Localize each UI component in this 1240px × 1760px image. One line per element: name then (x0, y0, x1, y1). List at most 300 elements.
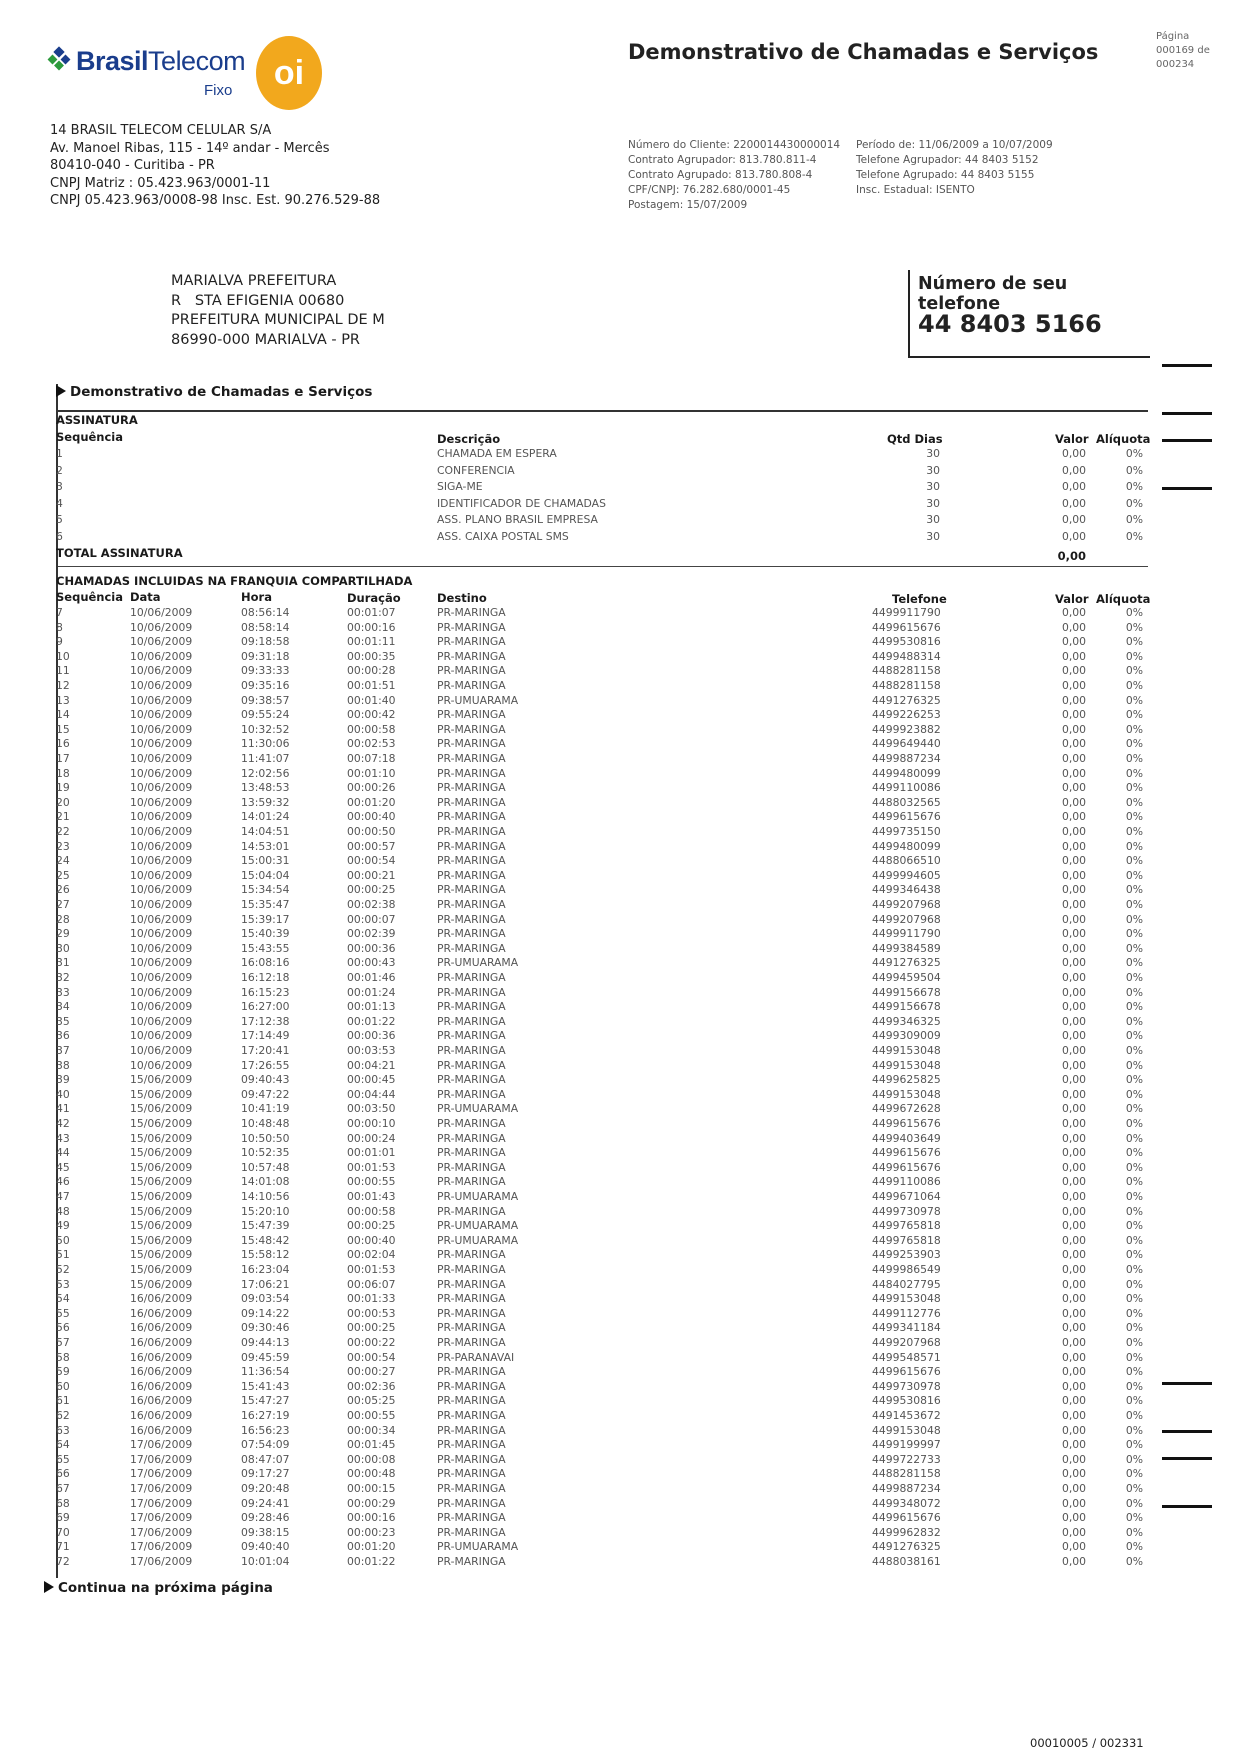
call-value: 0,00 (1061, 1146, 1086, 1160)
call-value: 0,00 (1061, 766, 1086, 780)
call-destination: PR-MARINGA (437, 1321, 506, 1335)
chamadas-header-seq: Sequência (56, 590, 124, 604)
call-time: 09:35:16 (241, 679, 290, 692)
call-destination: PR-MARINGA (437, 1044, 506, 1057)
call-value: 0,00 (1061, 1029, 1086, 1043)
call-date: 15/06/2009 (130, 1175, 193, 1189)
call-rate: 0% (1125, 1029, 1143, 1043)
call-phone: 4499480099 (872, 766, 941, 780)
call-destination: PR-MARINGA (437, 825, 506, 838)
call-rate: 0% (1125, 1233, 1143, 1247)
call-time: 09:45:59 (241, 1350, 290, 1364)
call-destination: PR-MARINGA (437, 1146, 506, 1160)
table-row (0, 1248, 1240, 1263)
call-destination: PR-UMUARAMA (437, 1540, 519, 1554)
call-time: 09:44:13 (241, 1336, 290, 1349)
call-seq: 26 (56, 883, 70, 897)
call-value: 0,00 (1061, 1438, 1086, 1452)
call-value: 0,00 (1061, 635, 1086, 649)
call-phone: 4499110086 (872, 781, 941, 795)
call-time: 09:55:24 (241, 708, 290, 722)
call-duration: 00:05:25 (347, 1394, 396, 1408)
call-duration: 00:00:55 (347, 1175, 396, 1189)
table-row (0, 956, 1240, 971)
call-duration: 00:00:10 (347, 1117, 396, 1130)
call-value: 0,00 (1061, 1131, 1086, 1145)
table-row (0, 942, 1240, 957)
call-seq: 20 (56, 795, 70, 809)
call-duration: 00:00:16 (347, 620, 396, 634)
call-time: 09:20:48 (241, 1482, 290, 1495)
call-phone: 4491276325 (872, 693, 941, 707)
call-time: 09:38:15 (241, 1525, 290, 1539)
call-duration: 00:02:39 (347, 927, 396, 941)
call-destination: PR-MARINGA (437, 1467, 506, 1481)
call-time: 09:31:18 (241, 649, 290, 663)
call-time: 09:24:41 (241, 1496, 290, 1510)
chamadas-header-tel: Telefone (892, 592, 947, 606)
call-phone: 4499730978 (872, 1204, 941, 1218)
call-date: 16/06/2009 (130, 1423, 193, 1437)
call-seq: 44 (56, 1146, 70, 1160)
call-date: 10/06/2009 (130, 1058, 193, 1072)
call-value: 0,00 (1061, 1087, 1086, 1101)
call-rate: 0% (1125, 1423, 1143, 1437)
call-date: 10/06/2009 (130, 1044, 193, 1057)
call-phone: 4488038161 (872, 1555, 941, 1568)
call-value: 0,00 (1061, 883, 1086, 897)
table-row (0, 679, 1240, 694)
call-date: 17/06/2009 (130, 1482, 193, 1495)
call-phone: 4499253903 (872, 1248, 941, 1262)
table-row (0, 1482, 1240, 1497)
call-date: 17/06/2009 (130, 1525, 193, 1539)
call-phone: 4499735150 (872, 825, 941, 838)
call-time: 10:41:19 (241, 1102, 290, 1116)
call-rate: 0% (1125, 1555, 1143, 1568)
call-duration: 00:01:01 (347, 1146, 396, 1160)
table-row (0, 1044, 1240, 1059)
call-rate: 0% (1125, 1336, 1143, 1349)
call-duration: 00:00:40 (347, 810, 396, 824)
call-time: 10:52:35 (241, 1146, 290, 1160)
call-duration: 00:00:48 (347, 1467, 396, 1481)
call-seq: 33 (56, 985, 70, 999)
call-destination: PR-UMUARAMA (437, 1219, 519, 1233)
call-seq: 37 (56, 1044, 70, 1057)
call-rate: 0% (1125, 1102, 1143, 1116)
table-row (0, 1307, 1240, 1322)
assinatura-header-qtd: Qtd Dias (887, 432, 943, 446)
call-time: 10:01:04 (241, 1555, 290, 1568)
call-phone: 4499986549 (872, 1263, 941, 1276)
call-value: 0,00 (1061, 1409, 1086, 1422)
call-phone: 4499730978 (872, 1379, 941, 1393)
call-time: 15:47:27 (241, 1394, 290, 1408)
chamadas-header-valor: Valor (1055, 592, 1089, 606)
call-phone: 4499153048 (872, 1044, 941, 1057)
call-phone: 4499615676 (872, 1160, 941, 1174)
call-time: 08:56:14 (241, 606, 290, 619)
call-phone: 4499480099 (872, 839, 941, 853)
call-time: 15:58:12 (241, 1248, 290, 1262)
call-time: 08:58:14 (241, 620, 290, 634)
call-date: 17/06/2009 (130, 1467, 193, 1481)
call-date: 15/06/2009 (130, 1233, 193, 1247)
call-phone: 4499722733 (872, 1452, 941, 1466)
call-seq: 10 (56, 649, 70, 663)
call-destination: PR-MARINGA (437, 1438, 506, 1452)
call-destination: PR-MARINGA (437, 722, 506, 736)
client-meta-left: Número do Cliente: 2200014430000014 Contrato Agrupador: 813.780.811-4 Contrato Agrupado: 813.780.808-4 CPF/CNPJ: 76.282.680/0001-45 Postagem: 15/07/2009 (628, 139, 841, 211)
call-time: 15:43:55 (241, 941, 290, 955)
call-duration: 00:00:45 (347, 1073, 396, 1087)
call-rate: 0% (1125, 1219, 1143, 1233)
call-duration: 00:00:58 (347, 722, 396, 736)
call-seq: 63 (56, 1423, 70, 1437)
call-duration: 00:01:13 (347, 1000, 396, 1014)
call-date: 10/06/2009 (130, 722, 193, 736)
call-duration: 00:01:45 (347, 1438, 396, 1452)
call-rate: 0% (1125, 1394, 1143, 1408)
phone-number: 44 8403 5166 (918, 310, 1102, 338)
call-duration: 00:01:22 (347, 1014, 396, 1028)
call-phone: 4499615676 (872, 1146, 941, 1160)
call-time: 09:38:57 (241, 693, 290, 707)
assinatura-row: 5 ASS. PLANO BRASIL EMPRESA 30 0,00 0% (56, 513, 1143, 526)
call-seq: 71 (56, 1540, 70, 1554)
call-destination: PR-MARINGA (437, 1306, 506, 1320)
call-duration: 00:00:15 (347, 1482, 396, 1495)
table-row (0, 971, 1240, 986)
call-date: 10/06/2009 (130, 781, 193, 795)
call-rate: 0% (1125, 825, 1143, 838)
call-destination: PR-UMUARAMA (437, 956, 519, 970)
call-rate: 0% (1125, 693, 1143, 707)
call-value: 0,00 (1061, 1160, 1086, 1174)
call-duration: 00:02:53 (347, 737, 396, 751)
call-seq: 51 (56, 1248, 70, 1262)
call-seq: 31 (56, 956, 70, 970)
call-date: 10/06/2009 (130, 927, 193, 941)
table-row (0, 781, 1240, 796)
call-value: 0,00 (1061, 781, 1086, 795)
brasil-telecom-mark-icon (46, 46, 72, 72)
call-phone: 4499153048 (872, 1423, 941, 1437)
call-value: 0,00 (1061, 795, 1086, 809)
assinatura-row: 1 CHAMADA EM ESPERA 30 0,00 0% (56, 447, 1143, 460)
call-time: 09:40:43 (241, 1073, 290, 1087)
call-phone: 4491276325 (872, 956, 941, 970)
call-rate: 0% (1125, 1175, 1143, 1189)
call-phone: 4499615676 (872, 1365, 941, 1379)
call-date: 15/06/2009 (130, 1248, 193, 1262)
table-row (0, 1380, 1240, 1395)
call-date: 15/06/2009 (130, 1277, 193, 1291)
call-rate: 0% (1125, 649, 1143, 663)
call-date: 10/06/2009 (130, 941, 193, 955)
call-time: 14:01:24 (241, 810, 290, 824)
call-destination: PR-MARINGA (437, 708, 506, 722)
call-destination: PR-UMUARAMA (437, 1102, 519, 1116)
call-time: 09:18:58 (241, 635, 290, 649)
call-destination: PR-MARINGA (437, 1029, 506, 1043)
call-phone: 4499226253 (872, 708, 941, 722)
call-phone: 4491276325 (872, 1540, 941, 1554)
call-date: 16/06/2009 (130, 1365, 193, 1379)
call-time: 14:04:51 (241, 825, 290, 838)
call-seq: 41 (56, 1102, 70, 1116)
call-destination: PR-MARINGA (437, 971, 506, 984)
call-duration: 00:00:25 (347, 1219, 396, 1233)
call-date: 15/06/2009 (130, 1146, 193, 1160)
call-seq: 12 (56, 679, 70, 692)
call-phone: 4499112776 (872, 1306, 941, 1320)
table-row (0, 635, 1240, 650)
call-seq: 45 (56, 1160, 70, 1174)
call-destination: PR-UMUARAMA (437, 693, 519, 707)
call-seq: 58 (56, 1350, 70, 1364)
phone-box (908, 270, 1150, 358)
call-destination: PR-MARINGA (437, 1131, 506, 1145)
call-seq: 46 (56, 1175, 70, 1189)
call-phone: 4499672628 (872, 1102, 941, 1116)
call-phone: 4499341184 (872, 1321, 941, 1335)
call-duration: 00:01:11 (347, 635, 396, 649)
call-time: 15:00:31 (241, 854, 290, 868)
call-seq: 30 (56, 941, 70, 955)
call-rate: 0% (1125, 1482, 1143, 1495)
call-destination: PR-MARINGA (437, 737, 506, 751)
table-row (0, 694, 1240, 709)
call-date: 10/06/2009 (130, 868, 193, 882)
call-destination: PR-MARINGA (437, 606, 506, 619)
section-rule (58, 410, 1148, 412)
call-phone: 4488066510 (872, 854, 941, 868)
call-duration: 00:00:24 (347, 1131, 396, 1145)
table-row (0, 650, 1240, 665)
call-destination: PR-MARINGA (437, 912, 506, 926)
call-value: 0,00 (1061, 1117, 1086, 1130)
call-value: 0,00 (1061, 1102, 1086, 1116)
call-destination: PR-MARINGA (437, 1160, 506, 1174)
call-rate: 0% (1125, 898, 1143, 911)
call-destination: PR-MARINGA (437, 1511, 506, 1525)
call-date: 16/06/2009 (130, 1336, 193, 1349)
call-phone: 4499530816 (872, 635, 941, 649)
call-seq: 67 (56, 1482, 70, 1495)
call-rate: 0% (1125, 1365, 1143, 1379)
call-phone: 4499348072 (872, 1496, 941, 1510)
call-seq: 60 (56, 1379, 70, 1393)
call-duration: 00:00:23 (347, 1525, 396, 1539)
call-duration: 00:04:44 (347, 1087, 396, 1101)
call-destination: PR-MARINGA (437, 839, 506, 853)
call-value: 0,00 (1061, 898, 1086, 911)
call-date: 10/06/2009 (130, 898, 193, 911)
table-row (0, 1351, 1240, 1366)
call-seq: 35 (56, 1014, 70, 1028)
call-time: 16:15:23 (241, 985, 290, 999)
call-phone: 4499309009 (872, 1029, 941, 1043)
call-value: 0,00 (1061, 941, 1086, 955)
call-time: 15:34:54 (241, 883, 290, 897)
call-value: 0,00 (1061, 1336, 1086, 1349)
client-meta-right: Período de: 11/06/2009 a 10/07/2009 Telefone Agrupador: 44 8403 5152 Telefone Agrupado: 44 8403 5155 Insc. Estadual: ISENTO (856, 139, 1053, 196)
call-date: 15/06/2009 (130, 1160, 193, 1174)
call-destination: PR-PARANAVAI (437, 1350, 515, 1364)
call-destination: PR-MARINGA (437, 1175, 506, 1189)
call-seq: 22 (56, 825, 70, 838)
table-row (0, 1497, 1240, 1512)
call-rate: 0% (1125, 1321, 1143, 1335)
table-row (0, 883, 1240, 898)
call-seq: 69 (56, 1511, 70, 1525)
call-seq: 19 (56, 781, 70, 795)
call-date: 10/06/2009 (130, 825, 193, 838)
call-destination: PR-MARINGA (437, 810, 506, 824)
call-destination: PR-MARINGA (437, 766, 506, 780)
call-value: 0,00 (1061, 956, 1086, 970)
call-destination: PR-MARINGA (437, 635, 506, 649)
table-row (0, 1161, 1240, 1176)
call-rate: 0% (1125, 1277, 1143, 1291)
assinatura-row: 6 ASS. CAIXA POSTAL SMS 30 0,00 0% (56, 529, 1143, 543)
call-time: 16:27:19 (241, 1409, 290, 1422)
table-row (0, 1467, 1240, 1482)
call-date: 17/06/2009 (130, 1452, 193, 1466)
table-row (0, 825, 1240, 840)
page-info: Página 000169 de 000234 (1156, 31, 1210, 70)
call-destination: PR-MARINGA (437, 664, 506, 678)
call-seq: 29 (56, 927, 70, 941)
table-row (0, 1394, 1240, 1409)
chamadas-header-dur: Duração (347, 591, 401, 605)
call-phone: 4491453672 (872, 1409, 941, 1422)
chamadas-header-aliq: Alíquota (1096, 592, 1151, 606)
call-phone: 4499911790 (872, 927, 941, 941)
call-duration: 00:01:20 (347, 1540, 396, 1554)
call-destination: PR-MARINGA (437, 1248, 506, 1262)
call-destination: PR-MARINGA (437, 752, 506, 765)
call-duration: 00:01:07 (347, 606, 396, 619)
call-duration: 00:01:40 (347, 693, 396, 707)
call-rate: 0% (1125, 1000, 1143, 1014)
call-destination: PR-MARINGA (437, 941, 506, 955)
margin-mark (1162, 364, 1212, 367)
call-value: 0,00 (1061, 1292, 1086, 1306)
total-assinatura-value: 0,00 (1057, 549, 1086, 563)
call-duration: 00:00:21 (347, 868, 396, 882)
call-duration: 00:01:43 (347, 1190, 396, 1203)
call-value: 0,00 (1061, 1190, 1086, 1203)
call-rate: 0% (1125, 1306, 1143, 1320)
call-duration: 00:00:43 (347, 956, 396, 970)
call-time: 16:08:16 (241, 956, 290, 970)
call-destination: PR-MARINGA (437, 1452, 506, 1466)
call-rate: 0% (1125, 1160, 1143, 1174)
call-value: 0,00 (1061, 1233, 1086, 1247)
call-value: 0,00 (1061, 1073, 1086, 1087)
call-destination: PR-MARINGA (437, 649, 506, 663)
call-rate: 0% (1125, 1146, 1143, 1160)
call-rate: 0% (1125, 1438, 1143, 1452)
call-phone: 4499923882 (872, 722, 941, 736)
call-duration: 00:03:53 (347, 1044, 396, 1057)
call-destination: PR-MARINGA (437, 781, 506, 795)
call-date: 10/06/2009 (130, 737, 193, 751)
call-duration: 00:00:58 (347, 1204, 396, 1218)
call-duration: 00:01:10 (347, 766, 396, 780)
table-row (0, 1029, 1240, 1044)
call-phone: 4499649440 (872, 737, 941, 751)
call-destination: PR-MARINGA (437, 1117, 506, 1130)
call-phone: 4499615676 (872, 1117, 941, 1130)
call-time: 09:28:46 (241, 1511, 290, 1525)
call-date: 10/06/2009 (130, 752, 193, 765)
call-rate: 0% (1125, 620, 1143, 634)
call-duration: 00:00:08 (347, 1452, 396, 1466)
call-rate: 0% (1125, 1058, 1143, 1072)
call-seq: 43 (56, 1131, 70, 1145)
call-phone: 4499615676 (872, 810, 941, 824)
call-seq: 14 (56, 708, 70, 722)
table-row (0, 1117, 1240, 1132)
call-duration: 00:00:27 (347, 1365, 396, 1379)
call-date: 16/06/2009 (130, 1292, 193, 1306)
call-destination: PR-MARINGA (437, 1204, 506, 1218)
call-value: 0,00 (1061, 1452, 1086, 1466)
call-value: 0,00 (1061, 1496, 1086, 1510)
call-value: 0,00 (1061, 1525, 1086, 1539)
assinatura-divider (58, 566, 1148, 567)
call-date: 16/06/2009 (130, 1321, 193, 1335)
call-rate: 0% (1125, 737, 1143, 751)
brand-name: BrasilTelecom (76, 46, 246, 76)
call-destination: PR-MARINGA (437, 1263, 506, 1276)
call-value: 0,00 (1061, 679, 1086, 692)
oi-logo: oi (256, 36, 322, 110)
call-date: 10/06/2009 (130, 664, 193, 678)
call-rate: 0% (1125, 1467, 1143, 1481)
call-duration: 00:02:38 (347, 898, 396, 911)
call-phone: 4499488314 (872, 649, 941, 663)
call-value: 0,00 (1061, 825, 1086, 838)
call-rate: 0% (1125, 1496, 1143, 1510)
call-rate: 0% (1125, 868, 1143, 882)
brasil-telecom-logo (46, 46, 246, 99)
call-seq: 38 (56, 1058, 70, 1072)
call-date: 10/06/2009 (130, 679, 193, 692)
call-phone: 4499207968 (872, 898, 941, 911)
table-row (0, 1190, 1240, 1205)
table-row (0, 1175, 1240, 1190)
table-row (0, 1088, 1240, 1103)
call-duration: 00:02:04 (347, 1248, 396, 1262)
call-value: 0,00 (1061, 1014, 1086, 1028)
call-value: 0,00 (1061, 1482, 1086, 1495)
call-destination: PR-MARINGA (437, 1014, 506, 1028)
call-seq: 66 (56, 1467, 70, 1481)
call-seq: 57 (56, 1336, 70, 1349)
call-rate: 0% (1125, 1540, 1143, 1554)
call-time: 11:30:06 (241, 737, 290, 751)
table-row (0, 1438, 1240, 1453)
table-row (0, 1219, 1240, 1234)
call-value: 0,00 (1061, 693, 1086, 707)
call-phone: 4499530816 (872, 1394, 941, 1408)
call-destination: PR-UMUARAMA (437, 1233, 519, 1247)
